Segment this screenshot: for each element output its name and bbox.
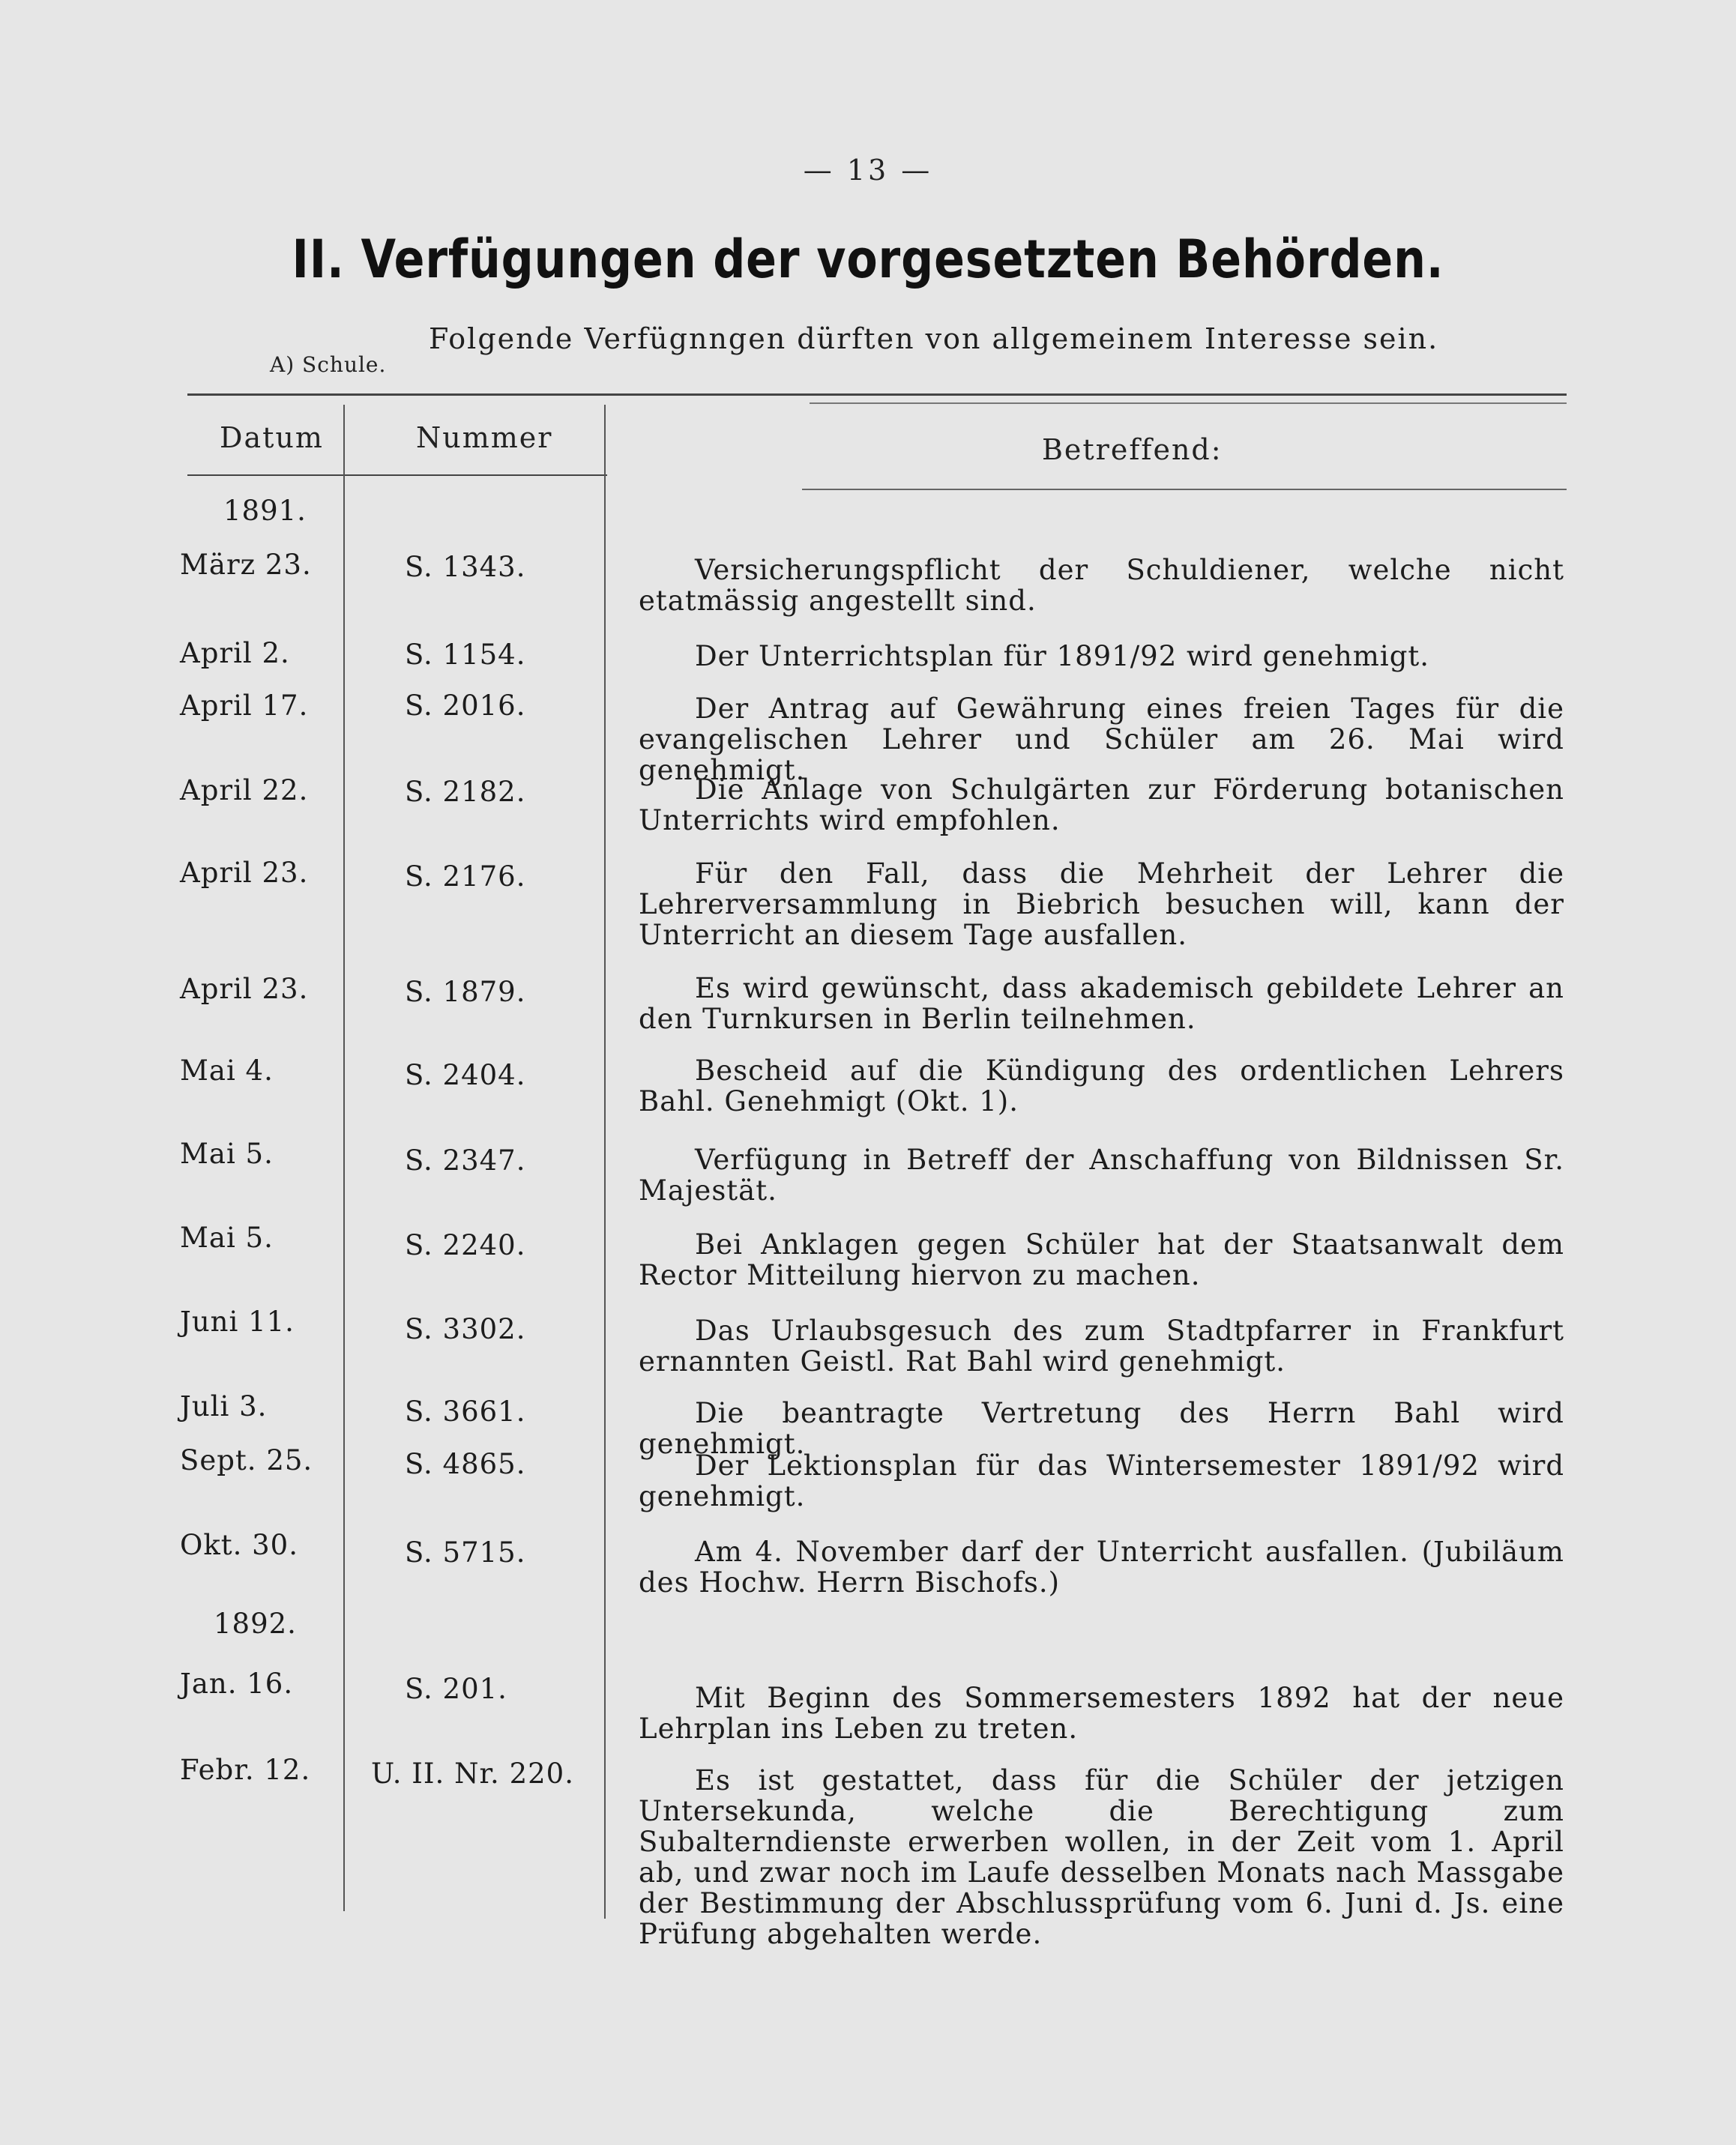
section-label: A) Schule.: [270, 352, 387, 377]
table-header-rule-right: [802, 489, 1567, 490]
row-text: Der Lektionsplan für das Wintersemester 1891/92 wird genehmigt.: [639, 1449, 1564, 1512]
row-number: S. 1879.: [405, 976, 526, 1008]
row-text: Bescheid auf die Kündigung des ordentlichen Lehrers Bahl. Genehmigt (Okt. 1).: [639, 1055, 1564, 1117]
row-date: April 22.: [180, 774, 309, 806]
row-number: U. II. Nr. 220.: [371, 1758, 574, 1790]
row-date: Okt. 30.: [180, 1529, 298, 1561]
row-number: S. 201.: [405, 1673, 507, 1705]
row-number: S. 2240.: [405, 1229, 526, 1261]
row-date: Jan. 16.: [180, 1668, 294, 1700]
row-text: Am 4. November darf der Unterricht ausfallen. (Jubiläum des Hochw. Herrn Bischofs.): [639, 1536, 1564, 1599]
row-text: Das Urlaubsgesuch des zum Stadtpfarrer in Frankfurt ernannten Geistl. Rat Bahl wird genehmigt.: [639, 1315, 1564, 1378]
row-number: S. 4865.: [405, 1448, 526, 1480]
row-date: April 2.: [180, 637, 290, 669]
row-number: S. 2404.: [405, 1059, 526, 1091]
column-divider-number: [604, 405, 606, 1919]
row-date: April 23.: [180, 857, 309, 889]
page-number: — 13 —: [803, 154, 933, 187]
row-number: S. 1154.: [405, 639, 526, 671]
intro-text: Folgende Verfügnngen dürften von allgemeinem Interesse sein.: [429, 322, 1439, 355]
row-date: Febr. 12.: [180, 1754, 311, 1786]
table-top-rule-second: [810, 402, 1567, 404]
row-text: Bei Anklagen gegen Schüler hat der Staatsanwalt dem Rector Mitteilung hiervon zu machen.: [639, 1228, 1564, 1291]
row-date: Mai 4.: [180, 1055, 274, 1087]
row-date: Juli 3.: [180, 1390, 268, 1423]
row-number: S. 2347.: [405, 1144, 526, 1177]
column-header-subject: Betreffend:: [1042, 433, 1223, 466]
row-date: März 23.: [180, 549, 312, 581]
row-text: Die beantragte Vertretung des Herrn Bahl wird genehmigt.: [639, 1397, 1564, 1460]
row-date: April 23.: [180, 973, 309, 1005]
row-number: S. 2176.: [405, 860, 526, 893]
row-date: Sept. 25.: [180, 1444, 313, 1476]
row-text: Versicherungspflicht der Schuldiener, welche nicht etatmässig angestellt sind.: [639, 554, 1564, 617]
year-label: 1892.: [214, 1608, 297, 1640]
row-text: Der Unterrichtsplan für 1891/92 wird genehmigt.: [695, 640, 1430, 672]
section-heading: II. Verfügungen der vorgesetzten Behörden.: [292, 229, 1444, 290]
column-divider-date: [343, 405, 345, 1911]
row-number: S. 3302.: [405, 1313, 526, 1345]
row-text: Für den Fall, dass die Mehrheit der Lehrer die Lehrerversammlung in Biebrich besuchen will, kann der Unterricht an diesem Tage ausfallen.: [639, 857, 1564, 951]
row-date: Juni 11.: [180, 1306, 295, 1338]
row-text: Der Antrag auf Gewährung eines freien Tages für die evangelischen Lehrer und Schüler am 26. Mai wird genehmigt.: [639, 693, 1564, 786]
table-top-rule: [187, 393, 1567, 396]
row-number: S. 5715.: [405, 1536, 526, 1569]
table-header-rule-left: [187, 474, 607, 476]
row-text: Es ist gestattet, dass für die Schüler der jetzigen Untersekunda, welche die Berechtigung zum Subalterndienste erwerben wollen, in der Zeit vom 1. April ab, und zwar noch im Laufe desselben Monats nach Massgabe der Bestimmung der Abschlussprüfung vom 6. Juni d. Js. eine Prüfung abgehalten werde.: [639, 1764, 1564, 1950]
column-header-date: Datum: [220, 421, 324, 454]
row-text: Es wird gewünscht, dass akademisch gebildete Lehrer an den Turnkursen in Berlin teilnehmen.: [639, 972, 1564, 1035]
row-date: Mai 5.: [180, 1138, 274, 1170]
row-text: Die Anlage von Schulgärten zur Förderung botanischen Unterrichts wird empfohlen.: [639, 773, 1564, 836]
row-date: April 17.: [180, 690, 309, 722]
row-text: Verfügung in Betreff der Anschaffung von Bildnissen Sr. Majestät.: [639, 1144, 1564, 1207]
year-label: 1891.: [223, 495, 307, 527]
row-number: S. 1343.: [405, 551, 526, 583]
row-number: S. 3661.: [405, 1396, 526, 1428]
column-header-number: Nummer: [416, 421, 553, 454]
row-number: S. 2182.: [405, 776, 526, 808]
row-date: Mai 5.: [180, 1222, 274, 1254]
row-text: Mit Beginn des Sommersemesters 1892 hat der neue Lehrplan ins Leben zu treten.: [639, 1682, 1564, 1745]
row-number: S. 2016.: [405, 690, 526, 722]
